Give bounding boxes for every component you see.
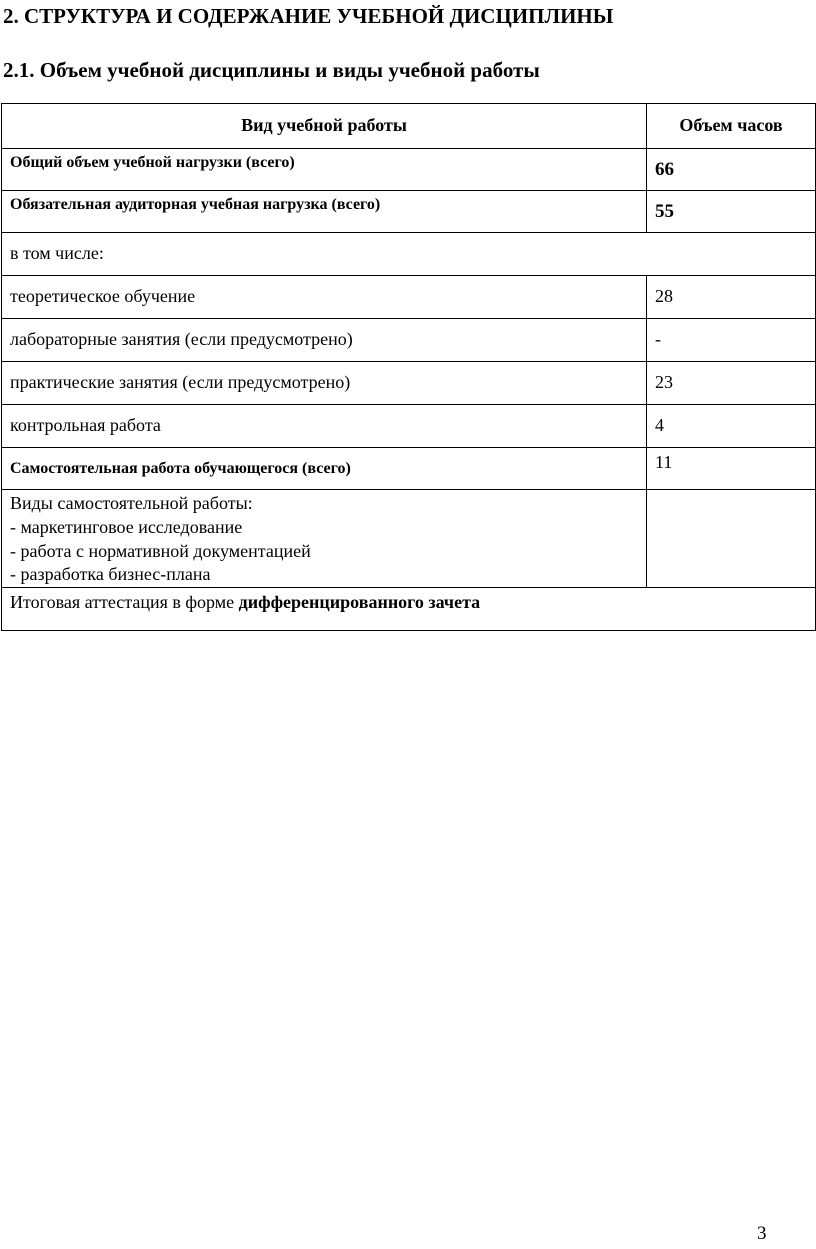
row-test-work-label: контрольная работа xyxy=(2,405,647,448)
row-labs-label: лабораторные занятия (если предусмотрено) xyxy=(2,319,647,362)
final-assessment-form: дифференцированного зачета xyxy=(238,592,481,612)
row-practice-label: практические занятия (если предусмотрено) xyxy=(2,362,647,405)
row-final-assessment xyxy=(2,588,816,631)
row-self-work-label: Самостоятельная работа обучающегося (всего) xyxy=(2,448,647,490)
table-row xyxy=(2,362,816,405)
row-theory-value: 28 xyxy=(647,276,816,319)
row-self-work-types xyxy=(2,490,647,588)
row-total-load-value: 66 xyxy=(647,149,816,191)
table-row xyxy=(2,448,816,490)
table-row xyxy=(2,588,816,631)
table-row xyxy=(2,405,816,448)
section-title: 2. СТРУКТУРА И СОДЕРЖАНИЕ УЧЕБНОЙ ДИСЦИПЛИНЫ xyxy=(3,4,614,28)
table-row xyxy=(2,490,816,588)
self-work-type-item: - маркетинговое исследование xyxy=(10,516,243,537)
table-row xyxy=(2,276,816,319)
header-hours: Объем часов xyxy=(647,104,816,149)
self-work-type-item: - разработка бизнес-плана xyxy=(10,564,211,585)
table-header-row xyxy=(2,104,816,149)
page-number: 3 xyxy=(757,1223,767,1244)
self-work-types-heading: Виды самостоятельной работы: xyxy=(10,493,253,513)
header-work-type: Вид учебной работы xyxy=(2,104,647,149)
row-classroom-load-value: 55 xyxy=(647,191,816,233)
row-theory-label: теоретическое обучение xyxy=(2,276,647,319)
row-classroom-load-label: Обязательная аудиторная учебная нагрузка (всего) xyxy=(2,191,647,233)
self-work-type-item: - работа с нормативной документацией xyxy=(10,540,311,561)
row-self-work-types-value xyxy=(647,490,816,588)
row-including-label: в том числе: xyxy=(2,233,816,276)
table-row xyxy=(2,319,816,362)
row-labs-value: - xyxy=(647,319,816,362)
table-row xyxy=(2,191,816,233)
row-test-work-value: 4 xyxy=(647,405,816,448)
row-practice-value: 23 xyxy=(647,362,816,405)
final-assessment-prefix: Итоговая аттестация в форме xyxy=(10,592,239,612)
table-row xyxy=(2,233,816,276)
study-load-table xyxy=(1,103,816,631)
subsection-title: 2.1. Объем учебной дисциплины и виды учебной работы xyxy=(3,58,540,82)
row-self-work-value: 11 xyxy=(647,448,816,490)
table-row xyxy=(2,149,816,191)
row-total-load-label: Общий объем учебной нагрузки (всего) xyxy=(2,149,647,191)
